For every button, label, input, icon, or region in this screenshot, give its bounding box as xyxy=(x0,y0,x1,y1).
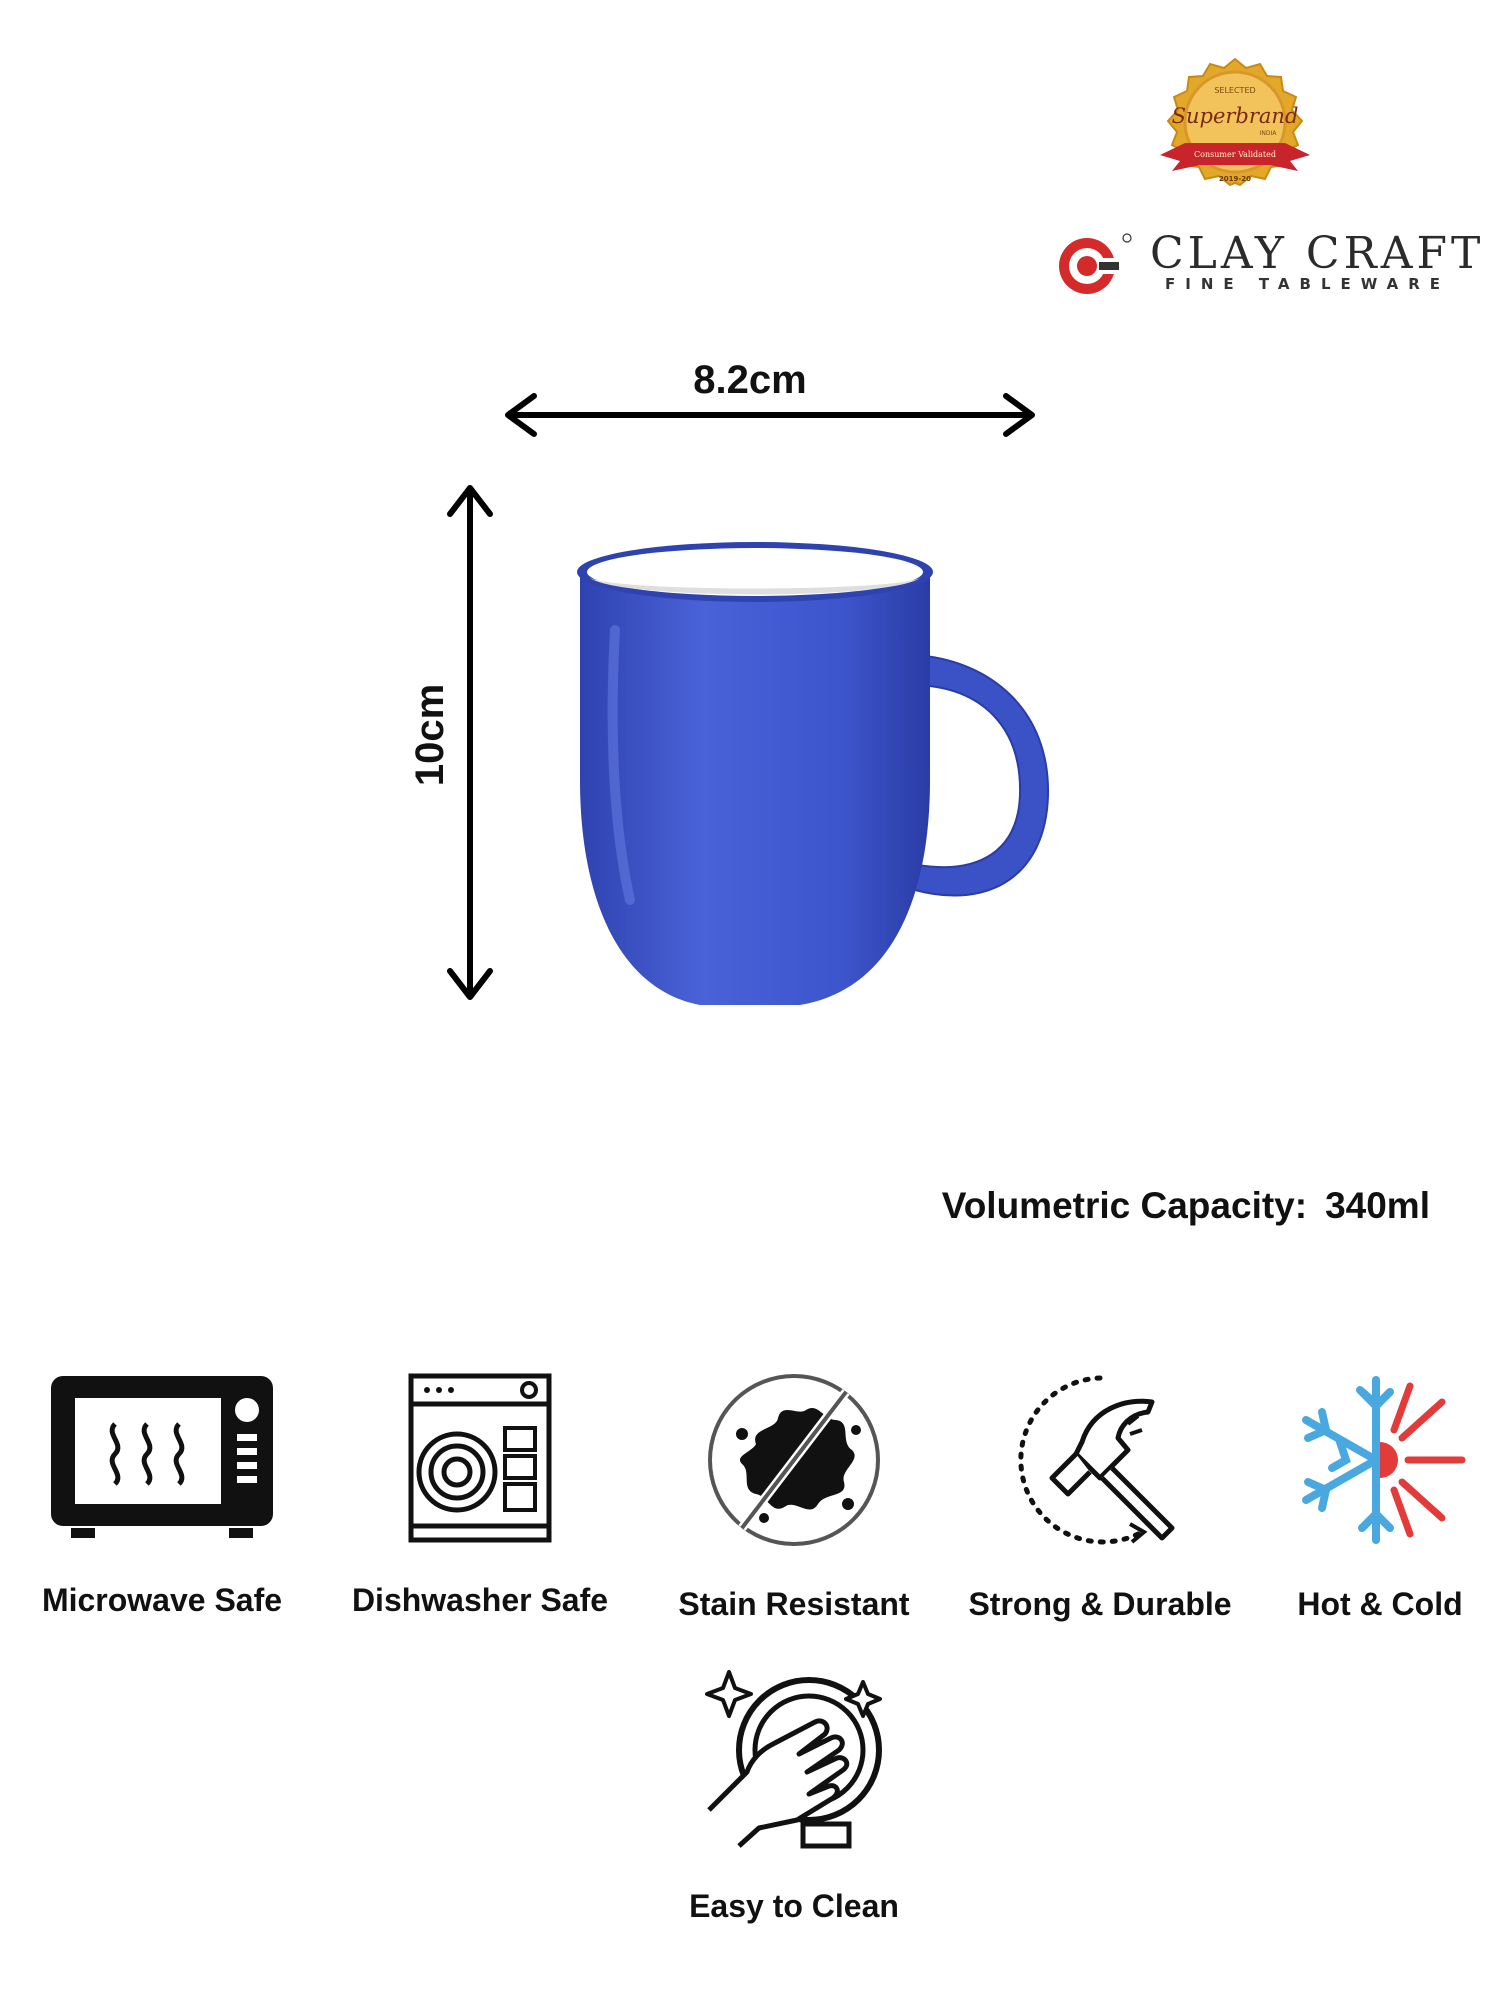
feature-dishwasher-safe xyxy=(330,1372,630,1619)
feature-label: Hot & Cold xyxy=(1297,1586,1463,1622)
clay-craft-logo-icon xyxy=(1055,228,1135,300)
blue-mug-image xyxy=(560,520,1080,1020)
capacity-text xyxy=(942,1185,1430,1227)
no-stain-icon xyxy=(706,1372,882,1548)
svg-text:Superbrand: Superbrand xyxy=(1171,104,1299,128)
feature-label: Microwave Safe xyxy=(41,1582,283,1618)
feature-microwave-safe xyxy=(12,1372,312,1619)
capacity-value: 340ml xyxy=(1325,1185,1430,1226)
feature-stain-resistant xyxy=(644,1372,944,1623)
dishwasher-icon xyxy=(405,1372,555,1544)
feature-label: Easy to Clean xyxy=(689,1888,899,1924)
svg-text:2019-20: 2019-20 xyxy=(1218,175,1252,183)
svg-text:INDIA: INDIA xyxy=(1259,130,1277,137)
feature-label: Strong & Durable xyxy=(968,1586,1232,1622)
microwave-icon xyxy=(47,1372,277,1544)
width-dimension-label: 8.2cm xyxy=(693,358,807,402)
feature-easy-to-clean xyxy=(644,1660,944,1925)
svg-text:Consumer Validated: Consumer Validated xyxy=(1194,150,1276,159)
svg-text:SELECTED: SELECTED xyxy=(1214,86,1256,95)
brand-name: CLAY CRAFT xyxy=(1150,228,1485,279)
hot-cold-icon xyxy=(1290,1372,1470,1548)
hammer-icon xyxy=(1012,1372,1188,1548)
height-dimension-label: 10cm xyxy=(408,683,452,787)
hand-washing-plate-icon xyxy=(699,1660,889,1850)
feature-label: Stain Resistant xyxy=(678,1586,910,1622)
width-arrow-icon xyxy=(500,392,1040,438)
feature-strong-durable xyxy=(950,1372,1250,1623)
feature-hot-cold xyxy=(1230,1372,1500,1623)
feature-label: Dishwasher Safe xyxy=(351,1582,609,1618)
capacity-label: Volumetric Capacity: xyxy=(941,1185,1308,1226)
brand-tagline: FINE TABLEWARE xyxy=(1165,275,1451,293)
superbrand-badge xyxy=(1150,55,1320,215)
